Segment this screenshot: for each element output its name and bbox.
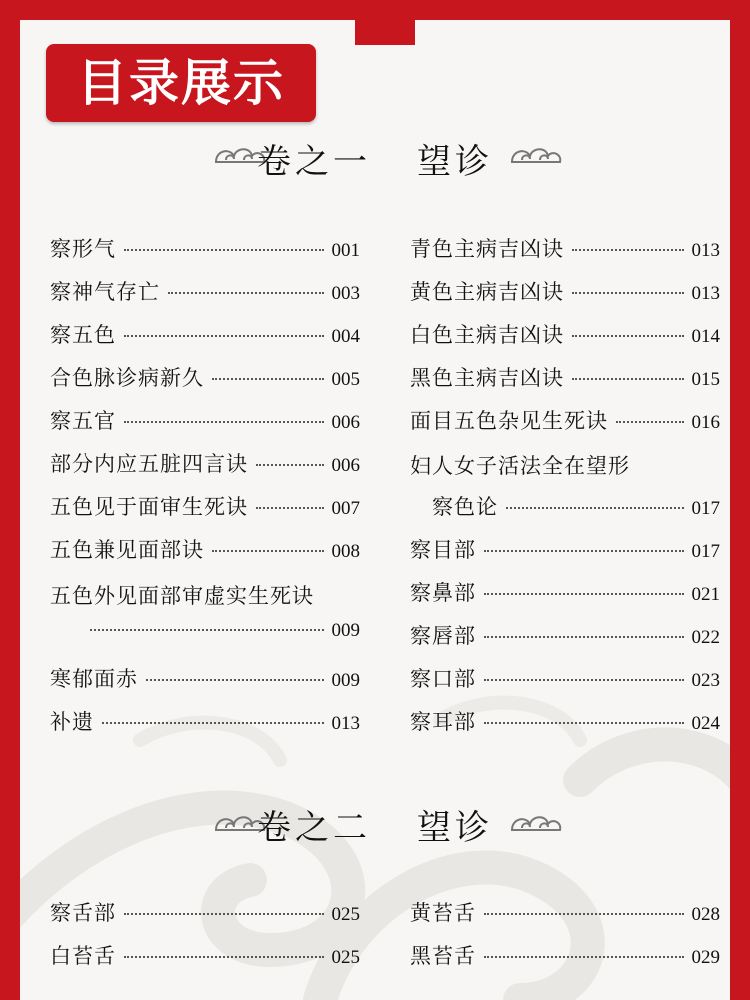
section-name: 望诊 xyxy=(417,142,493,182)
leader-dots xyxy=(168,292,324,294)
entry-title: 黄色主病吉凶诀 xyxy=(410,280,564,304)
entry-title: 察神气存亡 xyxy=(50,280,160,304)
toc-entry[interactable] xyxy=(50,491,360,525)
toc-entry[interactable] xyxy=(50,362,360,396)
toc-entry[interactable] xyxy=(410,663,720,697)
leader-dots xyxy=(484,593,684,595)
section-title-2 xyxy=(0,800,750,849)
leader-dots xyxy=(484,913,684,915)
cloud-ornament-right-icon xyxy=(508,808,566,838)
entry-title: 察耳部 xyxy=(410,710,476,734)
entry-title: 察鼻部 xyxy=(410,581,476,605)
toc-entry[interactable] xyxy=(50,448,360,482)
entry-title: 五色见于面审生死诀 xyxy=(50,495,248,519)
leader-dots xyxy=(124,249,324,251)
toc-entry[interactable] xyxy=(410,706,720,740)
leader-dots xyxy=(256,507,324,509)
leader-dots xyxy=(256,464,324,466)
toc-entry[interactable] xyxy=(50,663,360,697)
entry-title: 察口部 xyxy=(410,667,476,691)
entry-title: 察形气 xyxy=(50,237,116,261)
entry-page: 001 xyxy=(331,240,360,261)
entry-title: 黑苔舌 xyxy=(410,944,476,968)
toc-entry[interactable] xyxy=(410,319,720,353)
entry-title: 寒郁面赤 xyxy=(50,667,138,691)
entry-title: 补遗 xyxy=(50,710,94,734)
leader-dots xyxy=(484,722,684,724)
leader-dots xyxy=(212,378,324,380)
section-title-1 xyxy=(0,134,750,183)
entry-title-continued: 察色论 xyxy=(432,495,498,519)
leader-dots xyxy=(484,956,684,958)
entry-title: 部分内应五脏四言诀 xyxy=(50,452,248,476)
leader-dots xyxy=(102,722,324,724)
toc-entry[interactable] xyxy=(50,276,360,310)
leader-dots xyxy=(124,956,324,958)
entry-page: 013 xyxy=(691,240,720,261)
toc-entry-continued[interactable] xyxy=(432,491,720,525)
leader-dots xyxy=(90,629,324,631)
entry-page: 022 xyxy=(691,627,720,648)
entry-page: 007 xyxy=(331,498,360,519)
leader-dots xyxy=(124,335,324,337)
entry-page: 029 xyxy=(691,947,720,968)
toc-entry[interactable] xyxy=(50,534,360,568)
entry-title: 察唇部 xyxy=(410,624,476,648)
entry-page: 013 xyxy=(331,713,360,734)
leader-dots xyxy=(484,550,684,552)
leader-dots xyxy=(146,679,324,681)
entry-page: 025 xyxy=(331,947,360,968)
entry-title: 青色主病吉凶诀 xyxy=(410,237,564,261)
leader-dots xyxy=(484,636,684,638)
section-name: 望诊 xyxy=(417,808,493,848)
entry-page: 006 xyxy=(331,412,360,433)
toc-entry[interactable] xyxy=(410,897,720,931)
entry-page: 023 xyxy=(691,670,720,691)
leader-dots xyxy=(124,913,324,915)
entry-page: 021 xyxy=(691,584,720,605)
entry-title: 白苔舌 xyxy=(50,944,116,968)
entry-title: 黑色主病吉凶诀 xyxy=(410,366,564,390)
leader-dots xyxy=(572,335,684,337)
toc-entry[interactable] xyxy=(410,233,720,267)
toc-entry[interactable] xyxy=(410,534,720,568)
toc-banner-title: 目录展示 xyxy=(46,44,316,122)
toc-entry[interactable] xyxy=(410,362,720,396)
entry-page: 003 xyxy=(331,283,360,304)
entry-title: 合色脉诊病新久 xyxy=(50,366,204,390)
entry-title-long[interactable]: 妇人女子活法全在望形 xyxy=(410,454,630,478)
entry-page: 013 xyxy=(691,283,720,304)
entry-page: 006 xyxy=(331,455,360,476)
entry-title: 察五色 xyxy=(50,323,116,347)
entry-title: 五色兼见面部诀 xyxy=(50,538,204,562)
toc-entry[interactable] xyxy=(410,577,720,611)
leader-dots xyxy=(506,507,684,509)
entry-title: 黄苔舌 xyxy=(410,901,476,925)
entry-page: 004 xyxy=(331,326,360,347)
entry-page: 015 xyxy=(691,369,720,390)
entry-page: 024 xyxy=(691,713,720,734)
entry-page: 008 xyxy=(331,541,360,562)
toc-entry[interactable] xyxy=(50,706,360,740)
entry-page: 017 xyxy=(691,498,720,519)
entry-page: 017 xyxy=(691,541,720,562)
entry-title: 察目部 xyxy=(410,538,476,562)
entry-page: 005 xyxy=(331,369,360,390)
entry-title: 面目五色杂见生死诀 xyxy=(410,409,608,433)
leader-dots xyxy=(124,421,324,423)
toc-entry[interactable] xyxy=(50,319,360,353)
entry-page: 009 xyxy=(331,620,360,641)
leader-dots xyxy=(572,378,684,380)
entry-page: 025 xyxy=(331,904,360,925)
entry-title: 察舌部 xyxy=(50,901,116,925)
leader-dots xyxy=(572,249,684,251)
leader-dots xyxy=(484,679,684,681)
leader-dots xyxy=(572,292,684,294)
toc-entry[interactable] xyxy=(50,405,360,439)
entry-title-long[interactable]: 五色外见面部审虚实生死诀 xyxy=(50,584,314,608)
leader-dots xyxy=(616,421,684,423)
toc-entry[interactable] xyxy=(50,233,360,267)
leader-dots xyxy=(212,550,324,552)
toc-entry-continued[interactable] xyxy=(90,620,360,654)
entry-page: 016 xyxy=(691,412,720,433)
entry-page: 028 xyxy=(691,904,720,925)
toc-entry[interactable] xyxy=(50,940,360,974)
entry-title: 白色主病吉凶诀 xyxy=(410,323,564,347)
toc-entry[interactable] xyxy=(410,620,720,654)
toc-entry[interactable] xyxy=(410,940,720,974)
entry-title: 察五官 xyxy=(50,409,116,433)
toc-entry[interactable] xyxy=(410,276,720,310)
toc-entry[interactable] xyxy=(50,897,360,931)
section-volume: 卷之二 xyxy=(257,808,371,848)
toc-entry[interactable] xyxy=(410,405,720,439)
cloud-ornament-right-icon xyxy=(508,140,566,170)
entry-page: 009 xyxy=(331,670,360,691)
entry-page: 014 xyxy=(691,326,720,347)
section-volume: 卷之一 xyxy=(257,142,371,182)
